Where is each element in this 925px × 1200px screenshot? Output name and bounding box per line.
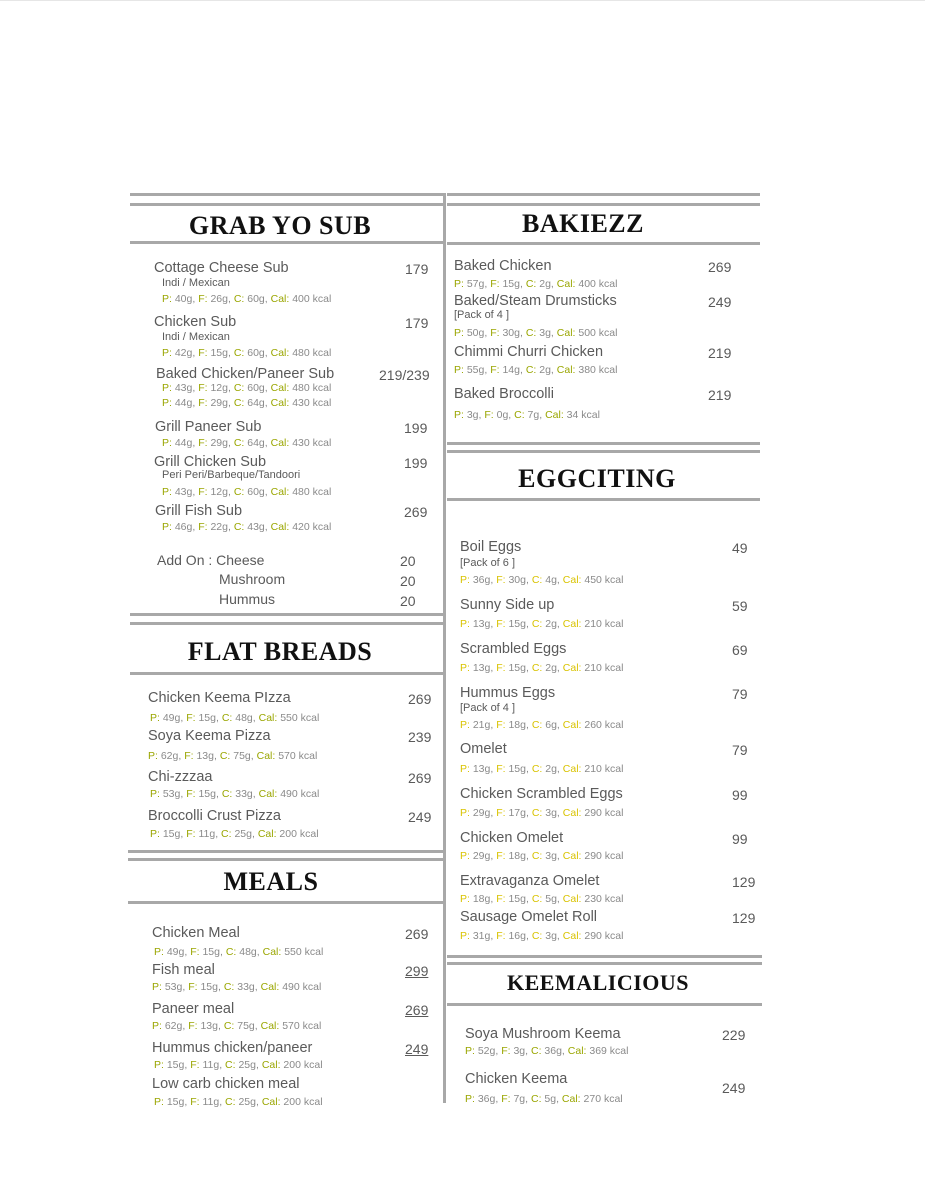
item-name: Chicken Keema PIzza [148,690,291,706]
item-price: 59 [732,598,748,614]
macro-key: Cal: [256,750,276,762]
macro-key: C: [221,712,233,724]
macro-key: Cal: [270,397,290,409]
macro-key: F: [496,618,506,630]
macro-key: C: [531,807,543,819]
macro-key: F: [496,807,506,819]
item-macros: P: 13g, F: 15g, C: 2g, Cal: 210 kcal [460,662,624,674]
macro-key: P: [152,981,162,993]
item-name: Broccolli Crust Pizza [148,808,281,824]
macro-key: Cal: [270,521,290,533]
divider [447,1003,762,1006]
macro-key: P: [162,521,172,533]
macro-key: Cal: [261,1059,281,1071]
item-macros: P: 36g, F: 30g, C: 4g, Cal: 450 kcal [460,574,624,586]
macro-key: Cal: [562,719,582,731]
item-price: 99 [732,787,748,803]
item-macros: P: 43g, F: 12g, C: 60g, Cal: 480 kcal [162,382,332,394]
macro-key: P: [154,946,164,958]
divider [130,203,445,206]
item-price: 249 [405,1041,429,1057]
divider [447,193,760,196]
section-title-eggciting: EGGCITING [518,464,676,493]
macro-key: P: [460,763,470,775]
item-price: 219 [708,387,732,403]
macro-key: F: [184,750,194,762]
addon-price: 20 [400,573,416,589]
macro-key: Cal: [262,946,282,958]
section-title-bakiezz: BAKIEZZ [522,209,644,238]
item-name: Baked Broccolli [454,386,554,402]
macro-key: C: [531,662,543,674]
macro-key: C: [531,763,543,775]
divider [130,613,445,616]
item-macros: P: 29g, F: 18g, C: 3g, Cal: 290 kcal [460,850,624,862]
macro-key: Cal: [567,1045,587,1057]
item-name: Sausage Omelet Roll [460,909,598,925]
item-macros: P: 62g, F: 13g, C: 75g, Cal: 570 kcal [148,750,318,762]
item-macros: P: 53g, F: 15g, C: 33g, Cal: 490 kcal [150,788,320,800]
item-subtitle: [Pack of 4 ] [454,309,510,321]
item-price: 269 [408,770,432,786]
divider [130,622,445,625]
macro-key: P: [465,1045,475,1057]
item-name: Hummus chicken/paneer [152,1040,313,1056]
macro-key: P: [460,719,470,731]
macro-key: Cal: [270,382,290,394]
macro-key: C: [219,750,231,762]
item-price: 199 [404,455,428,471]
addon-label: Add On : Cheese [157,552,265,568]
macro-key: F: [484,409,494,421]
item-macros: P: 15g, F: 11g, C: 25g, Cal: 200 kcal [154,1059,323,1071]
item-macros: P: 49g, F: 15g, C: 48g, Cal: 550 kcal [154,946,324,958]
item-price: 299 [405,963,429,979]
item-macros: P: 62g, F: 13g, C: 75g, Cal: 570 kcal [152,1020,322,1032]
divider [130,193,445,196]
item-macros: P: 42g, F: 15g, C: 60g, Cal: 480 kcal [162,347,332,359]
macro-key: C: [531,719,543,731]
macro-key: F: [496,763,506,775]
section-title-grab-yo-sub: GRAB YO SUB [188,211,372,240]
macro-key: C: [531,574,543,586]
macro-key: P: [148,750,158,762]
item-price: 229 [722,1027,746,1043]
macro-key: F: [198,382,208,394]
item-macros: P: 53g, F: 15g, C: 33g, Cal: 490 kcal [152,981,322,993]
macro-key: Cal: [562,893,582,905]
item-macros: P: 29g, F: 17g, C: 3g, Cal: 290 kcal [460,807,624,819]
macro-key: C: [531,850,543,862]
item-macros: P: 15g, F: 11g, C: 25g, Cal: 200 kcal [154,1096,323,1108]
item-macros: P: 43g, F: 12g, C: 60g, Cal: 480 kcal [162,486,332,498]
macro-key: P: [460,930,470,942]
macro-key: Cal: [562,618,582,630]
macro-key: P: [460,574,470,586]
section-title-flat-breads: FLAT BREADS [187,637,373,666]
item-name: Chicken Meal [152,925,240,941]
item-price: 269 [408,691,432,707]
macro-key: F: [496,930,506,942]
macro-key: P: [150,712,160,724]
item-name: Fish meal [152,962,215,978]
macro-key: P: [460,618,470,630]
addon-price: 20 [400,553,416,569]
macro-key: Cal: [260,1020,280,1032]
item-name: Chicken Omelet [460,830,564,846]
item-name: Sunny Side up [460,597,555,613]
item-subtitle: Indi / Mexican [162,331,230,343]
macro-key: F: [198,347,208,359]
macro-key: F: [496,719,506,731]
item-macros: P: 44g, F: 29g, C: 64g, Cal: 430 kcal [162,397,332,409]
macro-key: F: [188,1020,198,1032]
macro-key: F: [496,850,506,862]
macro-key: F: [501,1093,511,1105]
item-price: 239 [408,729,432,745]
macro-key: Cal: [270,293,290,305]
item-name: Low carb chicken meal [152,1076,300,1092]
item-subtitle: [Pack of 4 ] [460,702,516,714]
macro-key: P: [454,409,464,421]
macro-key: C: [233,293,245,305]
item-price: 129 [732,874,756,890]
item-price: 79 [732,742,748,758]
item-price: 179 [405,315,429,331]
item-price: 249 [408,809,432,825]
divider [128,850,443,853]
macro-key: P: [154,1096,164,1108]
macro-key: F: [186,828,196,840]
macro-key: C: [223,1020,235,1032]
item-macros: P: 40g, F: 26g, C: 60g, Cal: 400 kcal [162,293,332,305]
divider [447,962,762,965]
item-price: 49 [732,540,748,556]
macro-key: F: [490,327,500,339]
divider [447,242,760,245]
item-price: 199 [404,420,428,436]
macro-key: C: [233,347,245,359]
macro-key: Cal: [258,788,278,800]
macro-key: Cal: [561,1093,581,1105]
macro-key: F: [190,1059,200,1071]
item-name: Hummus Eggs [460,685,556,701]
item-name: Omelet [460,741,507,757]
macro-key: Cal: [260,981,280,993]
item-price: 269 [405,1002,429,1018]
item-macros: P: 31g, F: 16g, C: 3g, Cal: 290 kcal [460,930,624,942]
item-macros: P: 3g, F: 0g, C: 7g, Cal: 34 kcal [454,409,600,421]
item-price: 249 [708,294,732,310]
column-divider [443,193,446,1103]
macro-key: Cal: [556,364,576,376]
macro-key: Cal: [562,574,582,586]
item-price: 79 [732,686,748,702]
item-name: Grill Paneer Sub [155,419,262,435]
divider [447,442,760,445]
macro-key: F: [496,662,506,674]
divider [128,901,443,904]
item-name: Grill Chicken Sub [154,454,267,470]
item-price: 269 [405,926,429,942]
macro-key: C: [233,397,245,409]
macro-key: C: [225,1059,236,1071]
item-name: Boil Eggs [460,539,522,555]
macro-key: F: [501,1045,511,1057]
macro-key: C: [530,1045,542,1057]
macro-key: F: [198,521,208,533]
macro-key: Cal: [261,1096,281,1108]
macro-key: F: [188,981,198,993]
item-name: Paneer meal [152,1001,235,1017]
macro-key: Cal: [562,850,582,862]
item-name: Baked/Steam Drumsticks [454,293,617,309]
macro-key: P: [162,382,172,394]
macro-key: C: [225,1096,236,1108]
item-macros: P: 49g, F: 15g, C: 48g, Cal: 550 kcal [150,712,320,724]
macro-key: P: [162,293,172,305]
macro-key: C: [514,409,525,421]
item-macros: P: 13g, F: 15g, C: 2g, Cal: 210 kcal [460,763,624,775]
macro-key: Cal: [258,712,278,724]
macro-key: C: [531,930,543,942]
macro-key: F: [198,293,208,305]
item-name: Chicken Scrambled Eggs [460,786,623,802]
macro-key: C: [221,828,232,840]
divider [447,955,762,958]
item-name: Extravaganza Omelet [460,873,600,889]
macro-key: C: [233,437,245,449]
macro-key: C: [531,618,543,630]
divider [130,672,445,675]
macro-key: C: [233,521,245,533]
item-name: Scrambled Eggs [460,641,567,657]
macro-key: F: [496,574,506,586]
macro-key: P: [454,364,464,376]
item-name: Chicken Sub [154,314,237,330]
macro-key: C: [225,946,237,958]
macro-key: F: [190,1096,200,1108]
macro-key: Cal: [562,763,582,775]
macro-key: F: [186,788,196,800]
item-macros: P: 46g, F: 22g, C: 43g, Cal: 420 kcal [162,521,332,533]
macro-key: P: [162,347,172,359]
macro-key: P: [152,1020,162,1032]
item-name: Baked Chicken/Paneer Sub [156,366,335,382]
macro-key: C: [233,382,245,394]
macro-key: P: [150,788,160,800]
macro-key: P: [154,1059,164,1071]
item-price: 69 [732,642,748,658]
item-macros: P: 15g, F: 11g, C: 25g, Cal: 200 kcal [150,828,319,840]
macro-key: Cal: [257,828,277,840]
item-name: Chicken Keema [465,1071,568,1087]
macro-key: Cal: [562,807,582,819]
macro-key: P: [150,828,160,840]
item-price: 269 [404,504,428,520]
divider [447,203,760,206]
macro-key: P: [162,437,172,449]
section-title-meals: MEALS [223,867,319,896]
addon-label: Mushroom [219,571,286,587]
macro-key: Cal: [562,662,582,674]
item-subtitle: Indi / Mexican [162,277,230,289]
item-macros: P: 52g, F: 3g, C: 36g, Cal: 369 kcal [465,1045,629,1057]
macro-key: C: [221,788,233,800]
item-name: Soya Mushroom Keema [465,1026,621,1042]
macro-key: P: [454,278,464,290]
divider [447,450,760,453]
item-name: Cottage Cheese Sub [154,260,289,276]
divider [128,858,443,861]
macro-key: P: [460,850,470,862]
macro-key: C: [525,364,537,376]
macro-key: F: [186,712,196,724]
item-name: Chi-zzzaa [148,769,213,785]
macro-key: F: [198,486,208,498]
item-name: Grill Fish Sub [155,503,243,519]
macro-key: F: [190,946,200,958]
item-price: 269 [708,259,732,275]
item-price: 179 [405,261,429,277]
item-price: 99 [732,831,748,847]
macro-key: F: [490,278,500,290]
macro-key: F: [490,364,500,376]
macro-key: F: [198,437,208,449]
item-macros: P: 55g, F: 14g, C: 2g, Cal: 380 kcal [454,364,618,376]
macro-key: C: [223,981,235,993]
macro-key: P: [454,327,464,339]
macro-key: Cal: [270,347,290,359]
addon-price: 20 [400,593,416,609]
macro-key: Cal: [270,486,290,498]
item-macros: P: 44g, F: 29g, C: 64g, Cal: 430 kcal [162,437,332,449]
macro-key: Cal: [556,327,576,339]
item-price: 129 [732,910,756,926]
macro-key: C: [525,278,537,290]
macro-key: C: [525,327,537,339]
item-name: Soya Keema Pizza [148,728,271,744]
top-border [0,0,925,1]
macro-key: C: [531,893,543,905]
divider [130,241,445,244]
item-macros: P: 36g, F: 7g, C: 5g, Cal: 270 kcal [465,1093,623,1105]
item-price: 219 [708,345,732,361]
macro-key: Cal: [562,930,582,942]
macro-key: Cal: [270,437,290,449]
macro-key: C: [233,486,245,498]
item-macros: P: 13g, F: 15g, C: 2g, Cal: 210 kcal [460,618,624,630]
macro-key: P: [460,807,470,819]
item-price: 249 [722,1080,746,1096]
macro-key: P: [460,893,470,905]
macro-key: P: [162,486,172,498]
macro-key: F: [496,893,506,905]
item-subtitle: [Pack of 6 ] [460,557,516,569]
macro-key: Cal: [556,278,576,290]
macro-key: P: [162,397,172,409]
macro-key: P: [460,662,470,674]
item-macros: P: 57g, F: 15g, C: 2g, Cal: 400 kcal [454,278,618,290]
macro-key: F: [198,397,208,409]
macro-key: Cal: [545,409,564,421]
macro-key: C: [530,1093,542,1105]
item-macros: P: 50g, F: 30g, C: 3g, Cal: 500 kcal [454,327,618,339]
item-price: 219/239 [379,367,430,383]
divider [447,498,760,501]
item-subtitle: Peri Peri/Barbeque/Tandoori [162,469,301,481]
item-name: Chimmi Churri Chicken [454,344,604,360]
macro-key: P: [465,1093,475,1105]
addon-label: Hummus [219,591,276,607]
item-macros: P: 18g, F: 15g, C: 5g, Cal: 230 kcal [460,893,624,905]
item-macros: P: 21g, F: 18g, C: 6g, Cal: 260 kcal [460,719,624,731]
item-name: Baked Chicken [454,258,552,274]
section-title-keemalicious: KEEMALICIOUS [506,970,690,995]
